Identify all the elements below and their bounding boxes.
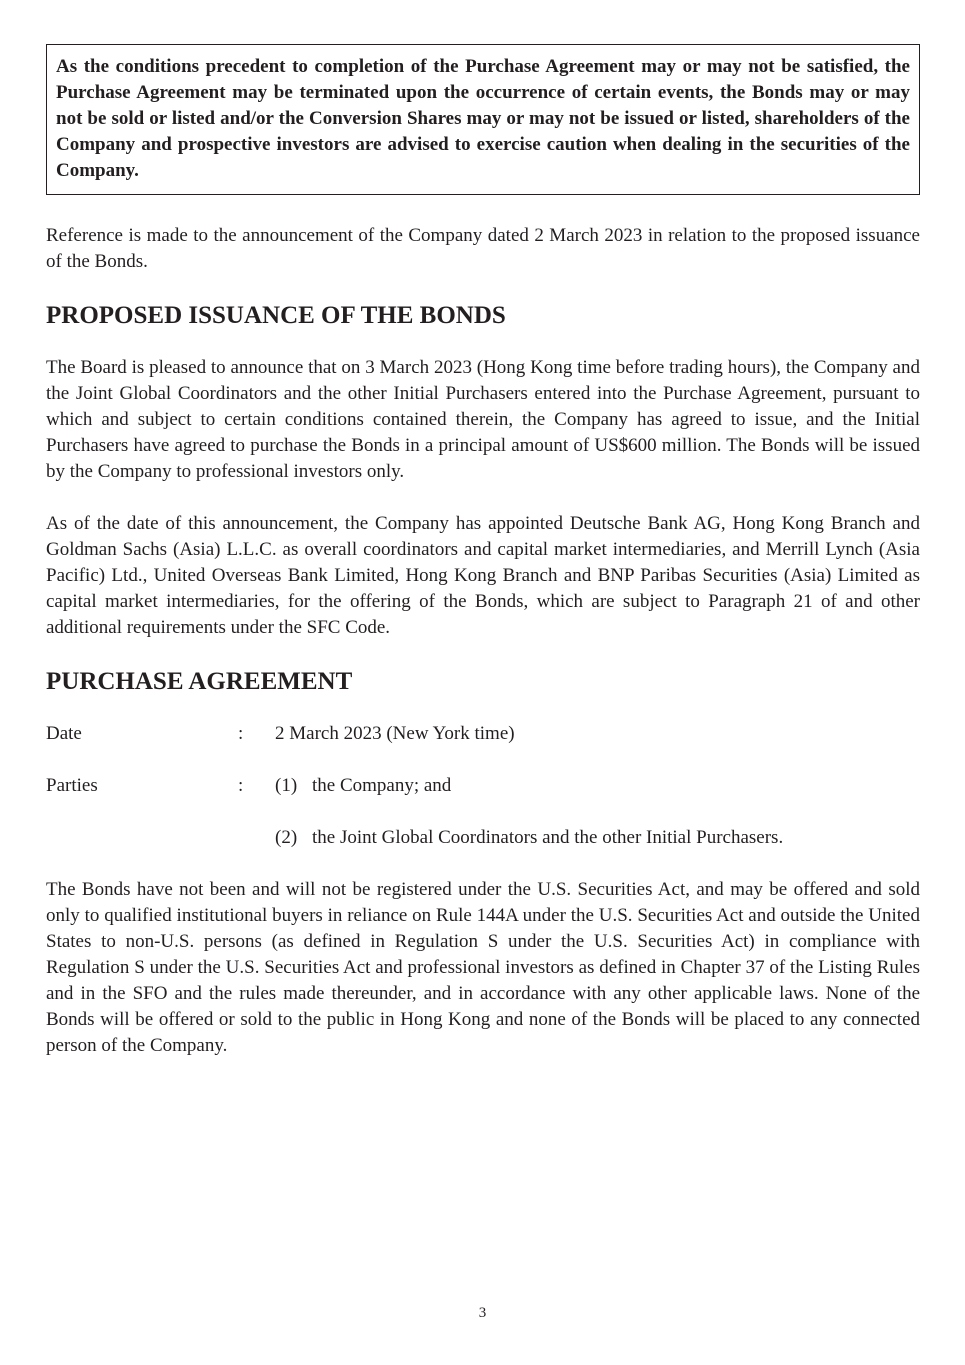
- party-item: [275, 825, 920, 851]
- section-heading-purchase-agreement: PURCHASE AGREEMENT: [46, 668, 353, 695]
- term-row-parties: [46, 773, 920, 799]
- date-value: 2 March 2023 (New York time): [275, 723, 515, 744]
- board-announcement-paragraph: The Board is pleased to announce that on 3 March 2023 (Hong Kong time before trading hours), the Company and the Joint Global Coordinators and the other Initial Purchasers entered into the Purchase Agreement, pursuant to which and subject to certain conditions contained therein, the Company has agreed to issue, and the Initial Purchasers have agreed to purchase the Bonds in a principal amount of US$600 million. The Bonds will be issued by the Company to professional investors only.: [46, 357, 920, 482]
- party-item: [275, 773, 920, 799]
- agreement-terms: [46, 721, 920, 851]
- warning-box: As the conditions precedent to completion of the Purchase Agreement may or may not be satisfied, the Purchase Agreement may be terminated upon the occurrence of certain events, the Bonds may or may not be sold or listed and/or the Conversion Shares may or may not be issued or listed, shareholders of the Company and prospective investors are advised to exercise caution when dealing in the securities of the Company.: [46, 44, 920, 195]
- parties-colon: :: [238, 775, 244, 796]
- page-number: 3: [478, 1305, 487, 1321]
- securities-act-paragraph: The Bonds have not been and will not be registered under the U.S. Securities Act, and may be offered and sold only to qualified institutional buyers in reliance on Rule 144A under the U.S. Securities Act and outside the United States to non-U.S. persons (as defined in Regulation S under the U.S. Securities Act) in compliance with Regulation S under the U.S. Securities Act and professional investors as defined in Chapter 37 of the Listing Rules and in the SFO and the rules made thereunder, and in accordance with any other applicable laws. None of the Bonds will be offered or sold to the public in Hong Kong and none of the Bonds will be placed to any connected person of the Company.: [46, 879, 920, 1056]
- date-colon: :: [238, 723, 244, 744]
- term-row-date: [46, 721, 920, 747]
- section-heading-proposed-issuance: PROPOSED ISSUANCE OF THE BONDS: [46, 302, 506, 329]
- party-text: the Company; and: [312, 775, 452, 796]
- party-text: the Joint Global Coordinators and the other Initial Purchasers.: [312, 827, 784, 848]
- reference-paragraph: Reference is made to the announcement of the Company dated 2 March 2023 in relation to the proposed issuance of the Bonds.: [46, 225, 920, 272]
- term-row-parties-continued: [46, 825, 920, 851]
- document-page: [46, 44, 920, 1085]
- party-number: (1): [275, 775, 298, 796]
- date-label: Date: [46, 723, 82, 744]
- coordinators-paragraph: As of the date of this announcement, the Company has appointed Deutsche Bank AG, Hong Kong Branch and Goldman Sachs (Asia) L.L.C. as overall coordinators and capital market intermediaries, and Merrill Lynch (Asia Pacific) Ltd., United Overseas Bank Limited, Hong Kong Branch and BNP Paribas Securities (Asia) Limited as capital market intermediaries, for the offering of the Bonds, which are subject to Paragraph 21 of and other additional requirements under the SFC Code.: [46, 513, 920, 638]
- parties-label: Parties: [46, 775, 98, 796]
- party-number: (2): [275, 827, 298, 848]
